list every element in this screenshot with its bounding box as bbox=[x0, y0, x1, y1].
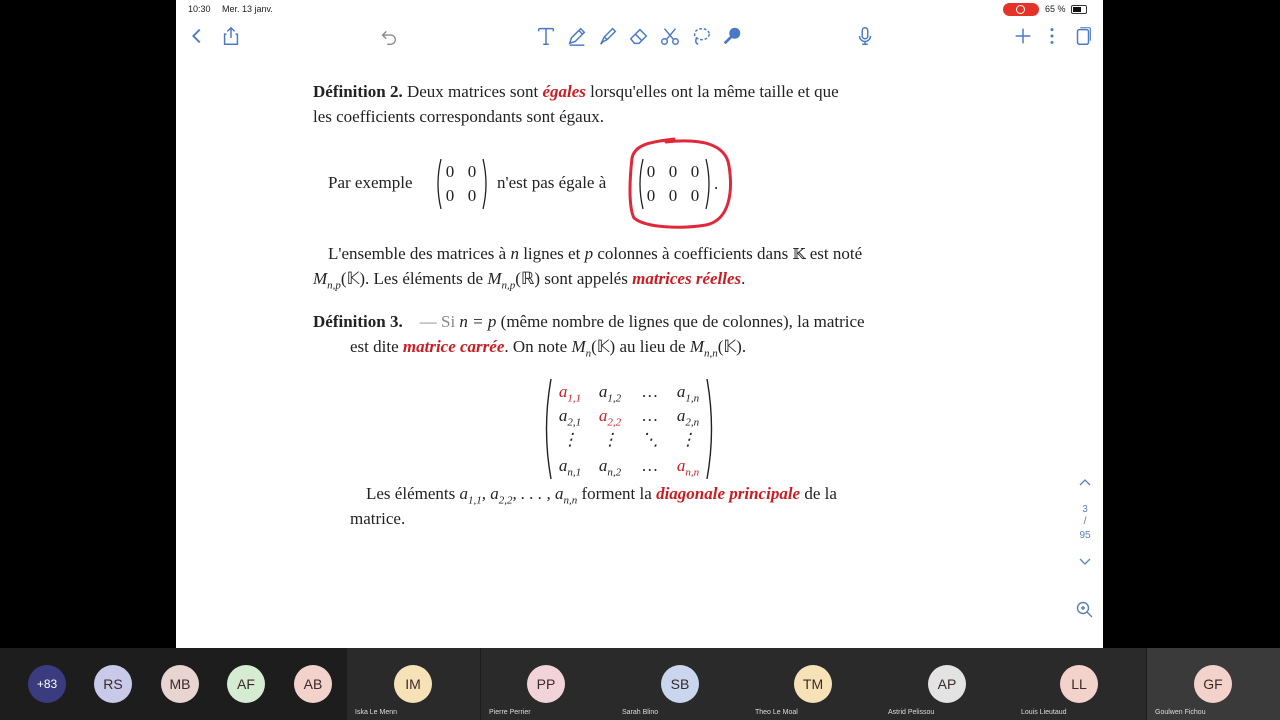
undo-icon[interactable] bbox=[376, 23, 402, 49]
math-sub: 2,2 bbox=[498, 494, 513, 507]
participant-avatar: PP bbox=[527, 665, 565, 703]
more-icon[interactable] bbox=[1039, 23, 1065, 49]
example-middle: n'est pas égale à bbox=[497, 173, 607, 192]
matrix-cell: $a_{n,n}$ bbox=[676, 456, 700, 479]
math-expr: , . . . , a bbox=[512, 484, 564, 503]
pen-icon[interactable] bbox=[564, 23, 590, 49]
matrix-cell: $a_{n,1}$ bbox=[558, 456, 582, 479]
matrix-cell: $a_{1,n}$ bbox=[676, 382, 700, 405]
matrix-cell: $a_{n,2}$ bbox=[598, 456, 622, 479]
matrix-cell: 0 bbox=[646, 186, 656, 205]
matrix-cell: 0 bbox=[668, 186, 678, 205]
math-var: p bbox=[584, 244, 594, 263]
text: de la bbox=[804, 484, 837, 503]
math-sub: n,n bbox=[563, 494, 578, 507]
diag-line1: Les éléments $a_{1,1}$, $a_{2,2}$, . . . , $a_{n,n}$ forment la diagonale principale de la bbox=[366, 484, 837, 507]
participant-avatar[interactable]: RS bbox=[94, 665, 132, 703]
pages-icon[interactable] bbox=[1070, 23, 1096, 49]
participant-tile[interactable] bbox=[347, 648, 480, 720]
text: (𝕂). Les éléments de bbox=[340, 269, 484, 288]
math-var: M bbox=[689, 337, 704, 356]
document-page bbox=[176, 54, 1069, 648]
paragraph-line2 bbox=[313, 269, 745, 291]
lasso-icon[interactable] bbox=[688, 23, 714, 49]
highlight-term: matrices réelles bbox=[632, 269, 742, 288]
participant-tile[interactable] bbox=[1013, 648, 1146, 720]
participant-name: Sarah Blino bbox=[622, 709, 659, 716]
ipad-screen bbox=[176, 0, 1103, 648]
text: (même nombre de lignes que de colonnes), la matrice bbox=[500, 312, 865, 331]
diag-line2: matrice. bbox=[350, 509, 406, 528]
chevron-left-icon[interactable] bbox=[184, 23, 210, 49]
participant-tile[interactable] bbox=[481, 648, 614, 720]
participant-tile[interactable] bbox=[1147, 648, 1280, 720]
highlight-term: diagonale principale bbox=[656, 484, 801, 503]
math-sub: 1,1 bbox=[467, 494, 482, 507]
text: . bbox=[741, 269, 746, 288]
screen-recording-icon[interactable] bbox=[1003, 3, 1039, 16]
matrix-cell: 0 bbox=[445, 162, 455, 181]
text: (𝕂). bbox=[717, 337, 747, 356]
def2-title: Définition 2. bbox=[313, 82, 403, 101]
text: L'ensemble des matrices à bbox=[328, 244, 507, 263]
def3-line2 bbox=[350, 337, 746, 359]
matrix-2x2 bbox=[434, 158, 490, 210]
matrix-cell: 0 bbox=[467, 162, 477, 181]
text: forment la bbox=[581, 484, 652, 503]
laser-pointer-icon[interactable] bbox=[719, 23, 745, 49]
page-navigator bbox=[1068, 470, 1102, 650]
participant-avatar: TM bbox=[794, 665, 832, 703]
matrix-cell: ⋮ bbox=[561, 430, 579, 449]
zoom-icon[interactable] bbox=[1075, 600, 1095, 620]
def2-line1 bbox=[313, 82, 839, 102]
participant-avatar: LL bbox=[1060, 665, 1098, 703]
text: (𝕂) au lieu de bbox=[591, 337, 686, 356]
def2-text1: Deux matrices sont bbox=[406, 82, 539, 101]
math-sub: n,p bbox=[327, 279, 341, 292]
matrix-cell: 0 bbox=[467, 186, 477, 205]
scissors-icon[interactable] bbox=[657, 23, 683, 49]
eraser-icon[interactable] bbox=[626, 23, 652, 49]
participant-avatar: GF bbox=[1194, 665, 1232, 703]
participant-tile[interactable] bbox=[880, 648, 1013, 720]
participant-avatar: AP bbox=[928, 665, 966, 703]
annotation-toolbar bbox=[176, 20, 1103, 52]
math-var: a bbox=[459, 484, 468, 503]
participant-name: Theo Le Moal bbox=[755, 709, 798, 716]
math-expr: n = p bbox=[459, 312, 497, 331]
page-current: 3 bbox=[1082, 504, 1088, 515]
page-separator: / bbox=[1083, 516, 1087, 527]
mic-icon[interactable] bbox=[852, 23, 878, 49]
matrix-cell: … bbox=[642, 406, 658, 425]
chevron-down-icon[interactable] bbox=[1078, 554, 1092, 568]
status-date: Mer. 13 janv. bbox=[222, 4, 273, 14]
matrix-cell: 0 bbox=[445, 186, 455, 205]
participant-name: Pierre Perrier bbox=[489, 709, 531, 716]
matrix-cell: 0 bbox=[646, 162, 656, 181]
participant-avatar[interactable]: AF bbox=[227, 665, 265, 703]
example-intro: Par exemple bbox=[328, 173, 413, 192]
participant-tile[interactable] bbox=[614, 648, 747, 720]
matrix-cell: 0 bbox=[690, 186, 700, 205]
math-sub: n,n bbox=[703, 347, 718, 360]
text: (ℝ) sont appelés bbox=[515, 269, 628, 288]
plus-icon[interactable] bbox=[1010, 23, 1036, 49]
participant-avatar: SB bbox=[661, 665, 699, 703]
text: — Si bbox=[419, 312, 456, 331]
math-var: M bbox=[487, 269, 502, 288]
text: est dite bbox=[350, 337, 399, 356]
text: lignes et bbox=[523, 244, 581, 263]
math-var: M bbox=[571, 337, 586, 356]
status-time: 10:30 bbox=[188, 4, 211, 14]
text-tool-icon[interactable] bbox=[533, 23, 559, 49]
text: Les éléments bbox=[366, 484, 456, 503]
page-total: 95 bbox=[1079, 530, 1091, 541]
square-matrix bbox=[542, 378, 718, 480]
participant-name: Goulwen Fichou bbox=[1155, 709, 1206, 716]
text: est noté bbox=[809, 244, 863, 263]
matrix-cell: $a_{2,2}$ bbox=[598, 406, 622, 429]
battery-percentage: 65 % bbox=[1045, 4, 1066, 14]
more-participants-button[interactable]: +83 bbox=[28, 665, 66, 703]
math-sub: n bbox=[585, 347, 592, 360]
share-icon[interactable] bbox=[218, 23, 244, 49]
matrix-cell: $a_{1,2}$ bbox=[598, 382, 622, 405]
def2-text2: lorsqu'elles ont la même taille et que bbox=[590, 82, 839, 101]
math-sub: n,p bbox=[501, 279, 516, 292]
matrix-cell: $a_{1,1}$ bbox=[558, 382, 582, 405]
math-var: n bbox=[510, 244, 519, 263]
participant-avatar[interactable]: MB bbox=[161, 665, 199, 703]
matrix-cell: ⋮ bbox=[679, 430, 697, 449]
def2-line2: les coefficients correspondants sont égaux. bbox=[313, 107, 604, 126]
matrix-cell: $a_{2,n}$ bbox=[676, 406, 700, 429]
status-bar bbox=[176, 0, 1103, 18]
def3-line1 bbox=[313, 312, 865, 332]
participant-avatar: IM bbox=[394, 665, 432, 703]
math-set: 𝕂 bbox=[792, 245, 806, 263]
participant-name: Iska Le Menn bbox=[355, 709, 398, 716]
highlighter-icon[interactable] bbox=[595, 23, 621, 49]
battery-icon bbox=[1071, 5, 1087, 14]
highlight-term: matrice carrée bbox=[402, 337, 505, 356]
def2-egales: égales bbox=[542, 82, 586, 101]
participant-tile[interactable] bbox=[747, 648, 880, 720]
matrix-cell: $a_{2,1}$ bbox=[558, 406, 582, 429]
matrix-cell: ⋮ bbox=[601, 430, 619, 449]
participant-name: Astrid Pelissou bbox=[888, 709, 935, 716]
participants-bar bbox=[0, 648, 1280, 720]
math-var: M bbox=[313, 269, 328, 288]
matrix-cell: 0 bbox=[690, 162, 700, 181]
participant-name: Louis Lieutaud bbox=[1021, 709, 1067, 716]
matrix-cell: 0 bbox=[668, 162, 678, 181]
def3-title: Définition 3. bbox=[313, 312, 403, 331]
matrix-2x3: 0 0 0 0 0 0 . bbox=[636, 158, 716, 210]
text: colonnes à coefficients dans bbox=[597, 244, 789, 263]
text: . On note bbox=[504, 337, 568, 356]
matrix-cell: ⋱ bbox=[641, 430, 659, 449]
paragraph-line1 bbox=[328, 244, 862, 264]
matrix-cell: … bbox=[642, 382, 658, 401]
participant-avatar[interactable]: AB bbox=[294, 665, 332, 703]
red-circle-annotation bbox=[626, 136, 736, 232]
chevron-up-icon[interactable] bbox=[1078, 476, 1092, 490]
matrix-cell: … bbox=[642, 456, 658, 475]
